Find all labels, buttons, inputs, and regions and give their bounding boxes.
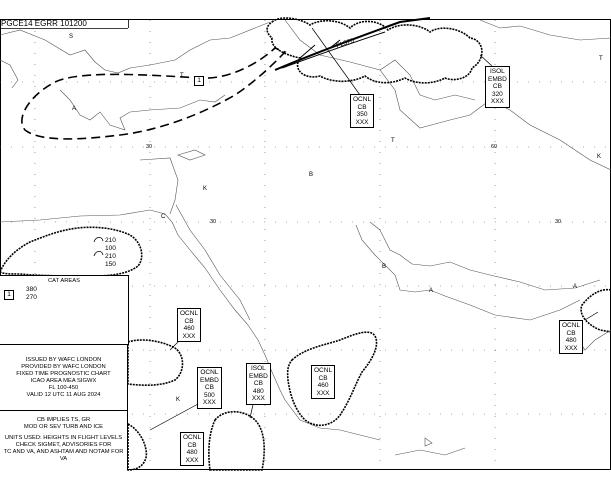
cb-label-line: EMBD (488, 75, 507, 83)
cb-label-line: CB (318, 374, 328, 382)
station-marker: K (176, 397, 181, 403)
cb-label-line: XXX (202, 399, 216, 406)
cat-area-boundary (22, 48, 285, 139)
cloud-level: 150 (105, 261, 116, 268)
issue-note-line: FIXED TIME PROGNOSTIC CHART (16, 371, 111, 377)
station-marker: S (69, 34, 74, 40)
cb-label-line: 480 (186, 449, 198, 456)
cb-label-line: CB (566, 329, 576, 337)
units-note-panel (0, 410, 128, 470)
cb-label-box (177, 308, 201, 342)
cat-top-level: 380 (26, 286, 37, 293)
cloud-level: 210 (105, 253, 116, 260)
cb-label-line: CB (184, 317, 194, 325)
station-marker: K (203, 186, 208, 192)
cb-label-line: EMBD (249, 372, 268, 380)
jet-flight-level: FL370 (335, 37, 356, 50)
cb-label-line: ISOL (489, 68, 505, 75)
cb-label-box (350, 94, 374, 128)
cb-label-line: ISOL (250, 365, 266, 372)
grid-label: 30 (555, 219, 562, 225)
units-note-line: TC AND VA, AND ASHTAM AND NOTAM FOR VA (3, 449, 124, 462)
units-note-line: UNITS USED: HEIGHTS IN FLIGHT LEVELS (4, 435, 123, 441)
cb-label-line: OCNL (314, 367, 333, 374)
cb-label-line: XXX (251, 395, 265, 402)
station-marker: T (180, 73, 184, 79)
cb-label-line: OCNL (353, 96, 372, 103)
issue-note-line: VALID 12 UTC 11 AUG 2024 (26, 392, 101, 398)
cat-legend-levels (26, 286, 37, 302)
cloud-level: 210 (105, 237, 116, 244)
units-note-line: CB IMPLIES TS, GR (36, 417, 91, 423)
cb-label-line: OCNL (180, 310, 199, 317)
issue-note-panel (0, 344, 128, 410)
cb-label-line: 350 (356, 111, 368, 118)
cloud-level: 100 (105, 245, 116, 252)
cb-area-southwest-1 (128, 340, 183, 385)
cb-label-line: EMBD (200, 376, 219, 384)
west-cloud-levels (105, 237, 116, 269)
west-cloud-symbols (94, 237, 103, 256)
cb-area-east (581, 290, 611, 332)
cat-bottom-level: 270 (26, 294, 37, 301)
cat-area-id: 1 (194, 76, 204, 86)
cb-label-box (197, 367, 222, 409)
issue-note-line: ISSUED BY WAFC LONDON (25, 357, 102, 363)
cb-area-south-center (209, 412, 264, 470)
station-marker: A (573, 284, 578, 290)
cb-label-line: CB (204, 384, 214, 391)
cb-label-line: XXX (182, 332, 196, 340)
cat-areas-legend (0, 275, 129, 345)
issue-note-line: PROVIDED BY WAFC LONDON (21, 364, 106, 370)
cb-label-line: CB (492, 83, 502, 90)
cb-label-line: XXX (564, 344, 578, 352)
cb-label-line: OCNL (562, 322, 581, 329)
issue-note-line: FL 100-450 (48, 385, 79, 391)
cb-label-line: 480 (565, 337, 577, 344)
cb-label-line: 320 (491, 90, 503, 98)
station-marker: T (391, 138, 395, 144)
cb-label-box (485, 66, 510, 108)
cb-label-line: 460 (317, 382, 329, 389)
units-note-line: CHECK SIGMET, ADVISORIES FOR (15, 442, 112, 448)
cat-legend-id: 1 (4, 290, 14, 300)
station-marker: B (382, 264, 387, 270)
units-note-line: MOD OR SEV TURB AND ICE (23, 424, 104, 430)
cb-label-line: XXX (355, 118, 369, 126)
cb-label-line: CB (253, 380, 263, 387)
cb-label-line: 480 (252, 387, 264, 395)
cb-area-southwest-2 (128, 424, 146, 470)
cb-label-line: 500 (203, 391, 215, 399)
cb-label-box (246, 363, 271, 405)
cb-label-line: XXX (185, 456, 199, 464)
grid-label: 30 (146, 144, 153, 150)
cb-area-west (0, 227, 142, 276)
grid-label: 60 (491, 144, 498, 150)
station-marker: A (72, 106, 77, 112)
cb-label-line: XXX (490, 98, 504, 105)
cb-label-line: OCNL (200, 369, 219, 376)
station-marker: B (309, 172, 314, 178)
station-marker: K (597, 154, 602, 160)
issue-note-line: ICAO AREA MEA SIGWX (30, 378, 97, 384)
cb-label-box (311, 365, 335, 399)
cb-label-box (559, 320, 583, 354)
cb-area-north (267, 18, 482, 83)
cb-label-line: OCNL (183, 434, 202, 441)
cb-label-line: XXX (316, 389, 330, 397)
station-marker: C (161, 214, 166, 220)
cb-label-line: CB (187, 441, 197, 449)
station-marker: A (429, 288, 434, 294)
cb-label-line: 460 (183, 325, 195, 332)
station-marker: T (599, 56, 603, 62)
cb-label-box (180, 432, 204, 466)
cat-legend-title: CAT AREAS (47, 278, 80, 284)
chart-header: PGCE14 EGRR 101200 (1, 19, 87, 28)
grid-label: 30 (210, 219, 217, 225)
cb-label-line: CB (357, 103, 367, 111)
